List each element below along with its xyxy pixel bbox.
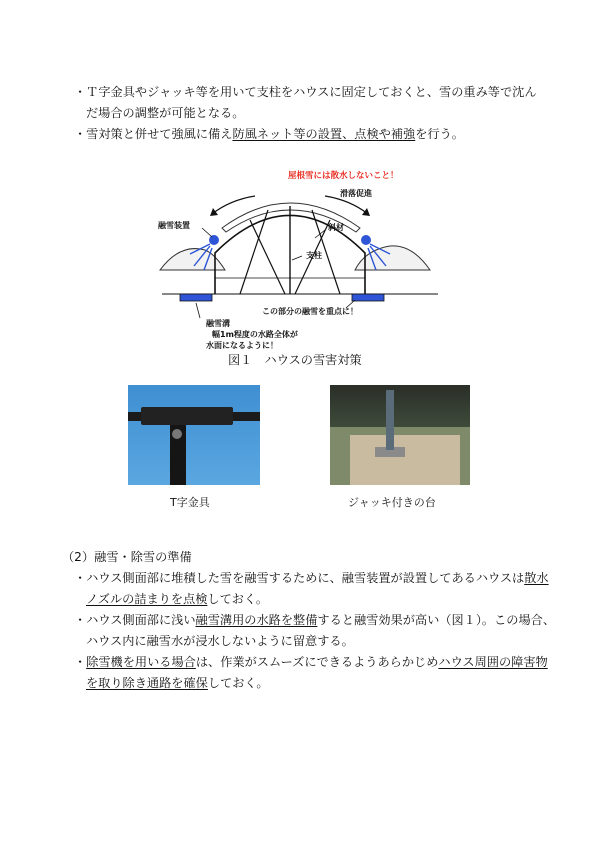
paragraph-line bbox=[74, 610, 555, 631]
jack-screw bbox=[386, 390, 394, 450]
greenhouse-background bbox=[330, 385, 470, 427]
snow-melter-nozzle-left bbox=[209, 235, 219, 245]
text: しておく。 bbox=[207, 592, 269, 606]
text: を行う。 bbox=[415, 127, 464, 141]
paragraph-line bbox=[74, 652, 548, 673]
bullet-tee-fitting-line1: ・Ｔ字金具やジャッキ等を用いて支柱をハウスに固定しておくと、雪の重み等で沈ん bbox=[74, 85, 537, 99]
brace-left-1 bbox=[250, 220, 285, 294]
paragraph-line bbox=[74, 568, 549, 589]
leader-line bbox=[196, 303, 200, 318]
post-label: 支柱 bbox=[306, 251, 322, 260]
bullet-windbreak bbox=[74, 124, 464, 145]
brace-left-2 bbox=[240, 210, 268, 294]
wooden-board bbox=[350, 435, 460, 485]
snow-melter-nozzle-right bbox=[361, 235, 371, 245]
brace-label: 斜材 bbox=[328, 223, 344, 232]
paragraph-line bbox=[86, 589, 268, 610]
slide-arrow-left bbox=[212, 196, 255, 214]
arrow-head bbox=[362, 208, 370, 216]
leader-line bbox=[202, 228, 212, 237]
focus-label: この部分の融雪を重点に！ bbox=[262, 307, 358, 316]
text: は、作業がスムーズにできるようあらかじめ bbox=[195, 655, 439, 669]
melt-ditch-left bbox=[180, 294, 212, 301]
bolt bbox=[172, 429, 182, 439]
leader-line bbox=[292, 256, 302, 260]
underlined-text: 防風ネット等の設置、点検や補強 bbox=[232, 127, 416, 141]
warning-label: 屋根雪には散水しないこと！ bbox=[288, 171, 399, 181]
paragraph-line: ハウス内に融雪水が浸水しないように留意する。 bbox=[86, 634, 354, 648]
melt-ditch-right bbox=[352, 294, 384, 301]
text: ・雪対策と併せて強風に備え bbox=[74, 127, 233, 141]
ditch-line2: 水面になるように！ bbox=[206, 341, 278, 350]
paragraph-line bbox=[86, 673, 269, 694]
underlined-text: 除雪機を用いる場合 bbox=[86, 655, 196, 669]
arrow-head bbox=[210, 208, 218, 216]
underlined-text: ハウス周囲の障害物 bbox=[438, 655, 548, 669]
snow-melter-label: 融雪装置 bbox=[158, 221, 190, 230]
underlined-text: 散水 bbox=[524, 571, 549, 585]
text: すると融雪効果が高い（図１）。この場合、 bbox=[317, 613, 556, 627]
text: ・ bbox=[74, 655, 87, 669]
jack-stand-photo bbox=[330, 385, 470, 485]
ditch-line1: 幅1m程度の水路全体が bbox=[212, 330, 298, 339]
underlined-text: ノズルの詰まりを点検 bbox=[86, 592, 208, 606]
tee-fitting-photo bbox=[128, 385, 260, 485]
tee-fitting-caption: T字金具 bbox=[170, 496, 210, 509]
slide-label: 滑落促進 bbox=[340, 189, 372, 198]
section-heading: （2）融雪・除雪の準備 bbox=[62, 550, 192, 564]
snow-drift-right bbox=[355, 246, 430, 270]
underlined-text: を取り除き通路を確保 bbox=[86, 676, 208, 690]
text: しておく。 bbox=[207, 676, 269, 690]
figure-caption: 図１ ハウスの雪害対策 bbox=[228, 353, 362, 367]
tee-clamp bbox=[141, 407, 233, 425]
bullet-tee-fitting-line2: だ場合の調整が可能となる。 bbox=[86, 106, 245, 120]
greenhouse-snow-diagram bbox=[150, 158, 450, 358]
text: ・ハウス側面部に浅い bbox=[74, 613, 196, 627]
jack-stand-caption: ジャッキ付きの台 bbox=[348, 496, 436, 509]
ditch-title: 融雪溝 bbox=[206, 319, 230, 328]
text: ・ハウス側面部に堆積した雪を融雪するために、融雪装置が設置してあるハウスは bbox=[74, 571, 525, 585]
underlined-text: 融雪溝用の水路を整備 bbox=[195, 613, 318, 627]
